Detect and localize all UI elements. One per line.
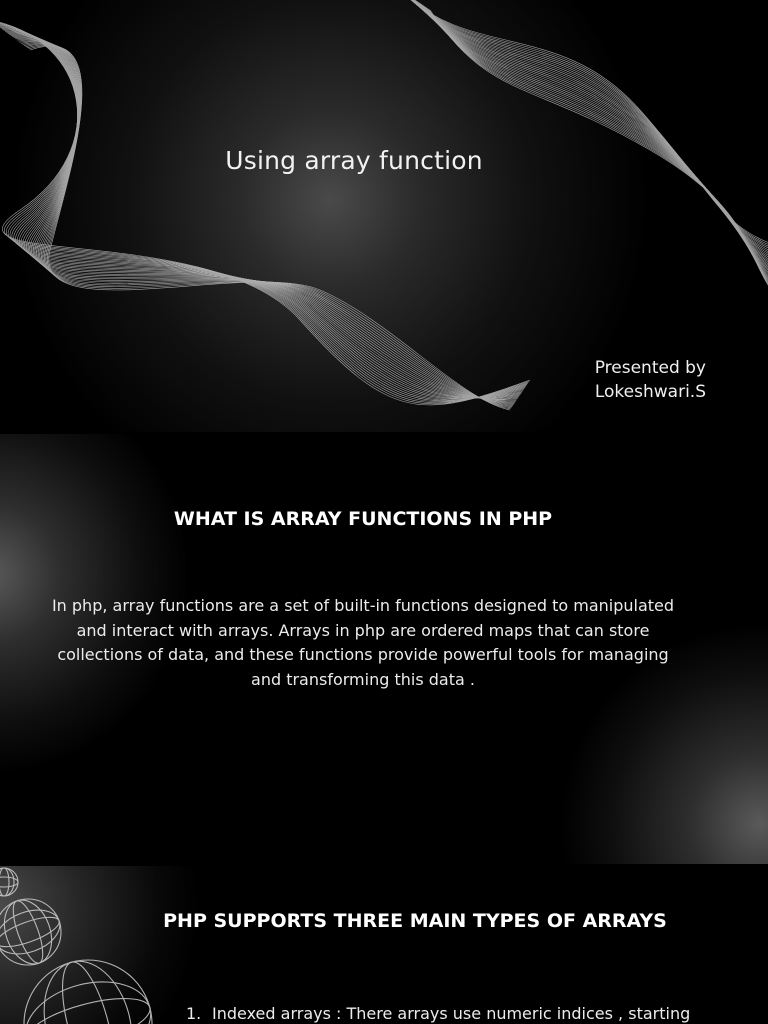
slide-body-text: In php, array functions are a set of built-in functions designed to manipulated and interact with arrays. Arrays in php are ordered maps that can store collections of data, and these functions provide powerful tools for managing and transforming this data . [51, 596, 675, 689]
array-types-list [186, 1004, 690, 1023]
wireframe-spheres-decoration [0, 866, 200, 1024]
list-item [186, 1004, 690, 1023]
slide-title: Using array function [225, 146, 483, 175]
presenter-name: Lokeshwari.S [594, 382, 706, 402]
list-item-text: Indexed arrays : There arrays use numeric indices , starting [212, 1004, 691, 1023]
array-types-slide [0, 866, 768, 1024]
presenter-label: Presented by [594, 358, 706, 378]
list-item-number: 1. [186, 1004, 202, 1023]
slide-heading: WHAT IS ARRAY FUNCTIONS IN PHP [173, 508, 553, 530]
title-slide [0, 0, 768, 432]
presenter-info [595, 356, 706, 404]
definition-slide [0, 434, 768, 864]
slide-heading: PHP SUPPORTS THREE MAIN TYPES OF ARRAYS [163, 910, 667, 932]
